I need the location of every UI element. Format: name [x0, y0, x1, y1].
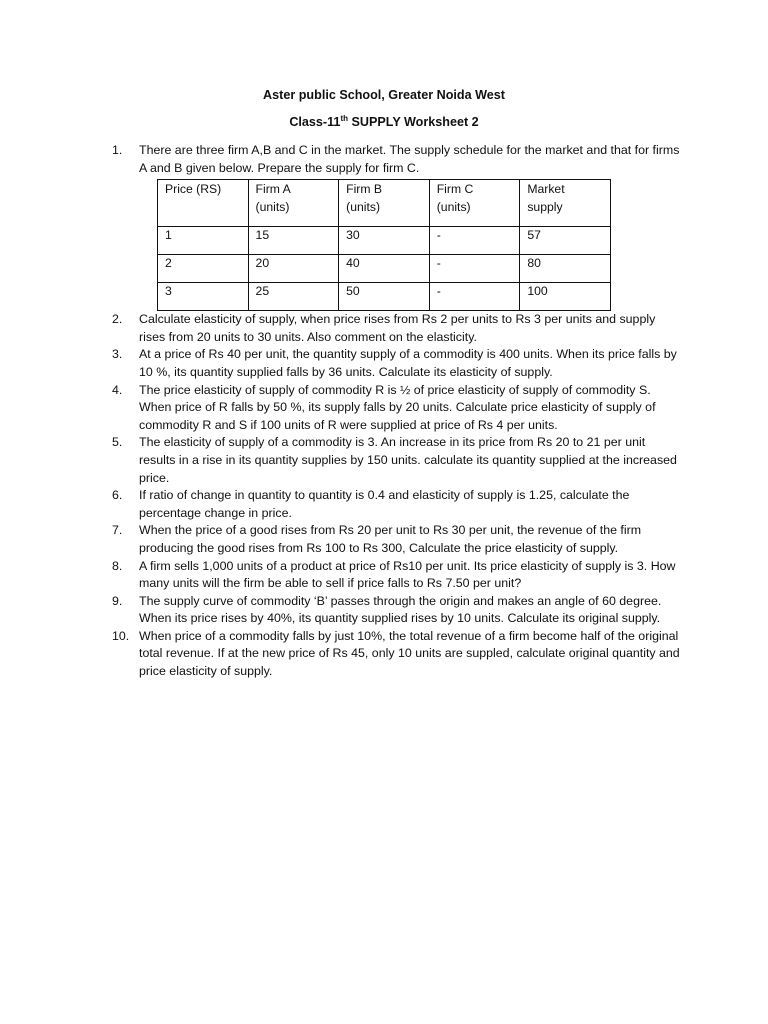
question-text: When price of a commodity falls by just 10%, the total revenue of a firm become half of the original total revenue. If at the new price of Rs 45, only 10 units are suppled, calculate original quantity and price elasticity of supply. [139, 628, 680, 679]
table-cell: 30 [339, 227, 430, 255]
question-1 [112, 142, 680, 177]
question-list [112, 142, 680, 681]
question-number: 1. [112, 143, 123, 157]
question-number: 8. [112, 558, 123, 573]
question-text: A firm sells 1,000 units of a product at price of Rs10 per unit. Its price elasticity of supply is 3. How many units will the firm be able to sell if price falls to Rs 7.50 per unit? [139, 558, 676, 591]
question-number: 5. [112, 435, 123, 450]
question-text: Calculate elasticity of supply, when price rises from Rs 2 per units to Rs 3 per units and supply rises from 20 units to 30 units. Also comment on the elasticity. [139, 312, 656, 344]
question-text: When the price of a good rises from Rs 20 per unit to Rs 30 per unit, the revenue of the firm producing the good rises from Rs 100 to Rs 300, Calculate the price elasticity of supply. [139, 523, 642, 555]
table-cell: - [429, 255, 520, 283]
question-text: There are three firm A,B and C in the market. The supply schedule for the market and that for firms A and B given below. Prepare the supply for firm C. [139, 143, 680, 175]
question-text: The elasticity of supply of a commodity is 3. An increase in its price from Rs 20 to 21 per unit results in a rise in its quantity supplies by 150 units. calculate its quantity supplied at the increased price. [139, 435, 677, 485]
table-cell: - [429, 227, 520, 255]
table-header-row [158, 180, 611, 227]
table-cell: 2 [158, 255, 249, 283]
table-cell: 20 [248, 255, 339, 283]
table-row [158, 227, 611, 255]
question-number: 6. [112, 488, 123, 503]
question-number: 2. [112, 312, 123, 327]
question-8 [112, 558, 680, 593]
table-cell: 1 [158, 227, 249, 255]
header-cell-price: Price (RS) [158, 180, 249, 227]
header-cell-firm-a: Firm A (units) [248, 180, 339, 227]
table-cell: 57 [520, 227, 611, 255]
question-2 [112, 311, 680, 346]
header-cell-firm-c: Firm C (units) [429, 180, 520, 227]
table-row [158, 283, 611, 311]
question-10 [112, 628, 680, 681]
supply-schedule-table [157, 179, 611, 311]
table-cell: 50 [339, 283, 430, 311]
table-cell: 25 [248, 283, 339, 311]
question-number: 3. [112, 347, 123, 362]
question-number: 7. [112, 523, 123, 538]
table-row [158, 255, 611, 283]
question-number: 9. [112, 593, 123, 608]
table-cell: 100 [520, 283, 611, 311]
question-text: At a price of Rs 40 per unit, the quantity supply of a commodity is 400 units. When its price falls by 10 %, its quantity supplied falls by 36 units. Calculate its elasticity of supply. [139, 347, 677, 379]
question-number: 4. [112, 382, 123, 397]
question-text: If ratio of change in quantity to quantity is 0.4 and elasticity of supply is 1.25, calculate the percentage change in price. [139, 488, 630, 520]
table-cell: 15 [248, 227, 339, 255]
title-subject: SUPPLY Worksheet 2 [348, 115, 479, 129]
question-4 [112, 382, 680, 435]
title-superscript: th [340, 114, 348, 123]
question-9 [112, 593, 680, 628]
table-cell: - [429, 283, 520, 311]
question-6 [112, 487, 680, 522]
question-5 [112, 434, 680, 487]
question-text: The supply curve of commodity ‘B’ passes through the origin and makes an angle of 60 degree. When its price rises by 40%, its quantity supplied rises by 10 units. Calculate its original supply. [139, 593, 662, 626]
header-cell-market-supply: Market supply [520, 180, 611, 227]
table-cell: 80 [520, 255, 611, 283]
header-cell-firm-b: Firm B (units) [339, 180, 430, 227]
table-cell: 3 [158, 283, 249, 311]
title-class: Class-11 [289, 115, 341, 129]
school-name: Aster public School, Greater Noida West [263, 88, 505, 102]
worksheet-title [0, 114, 768, 132]
question-text: The price elasticity of supply of commodity R is ½ of price elasticity of supply of commodity S. When price of R falls by 50 %, its supply falls by 20 units. Calculate price elasticity of supply of commodity R and S if 100 units of R were supplied at price of Rs 4 per units. [139, 382, 656, 432]
question-3 [112, 346, 680, 381]
table-cell: 40 [339, 255, 430, 283]
question-number: 10. [112, 628, 130, 643]
question-7 [112, 522, 680, 557]
